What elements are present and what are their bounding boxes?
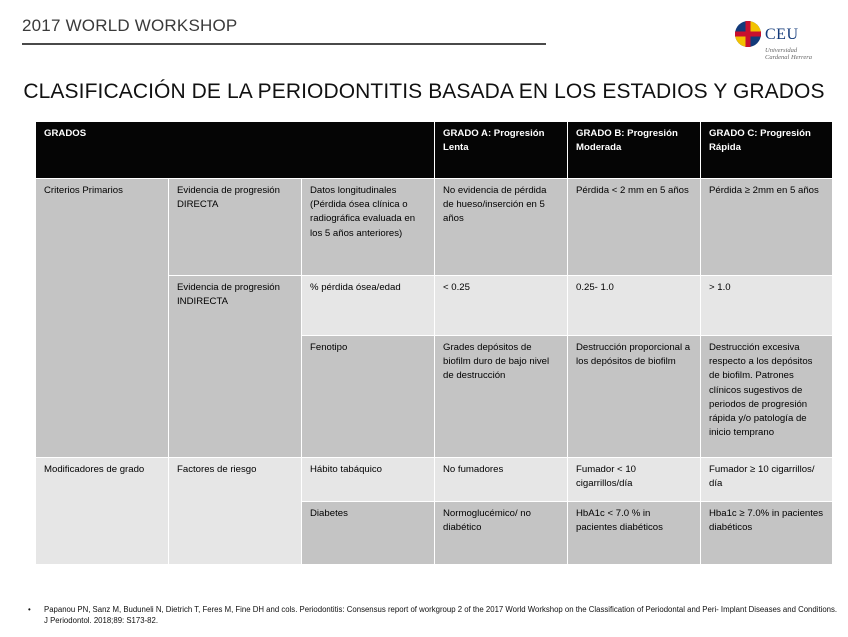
row5-grade-b: HbA1c < 7.0 % in pacientes diabéticos — [568, 502, 701, 565]
header-grados: GRADOS — [36, 122, 435, 179]
row2-grade-b: 0.25- 1.0 — [568, 276, 701, 336]
reference-footnote — [28, 605, 840, 626]
header-divider — [22, 43, 546, 45]
row5-measure: Diabetes — [302, 502, 435, 565]
row3-grade-b: Destrucción proporcional a los depósitos de biofilm — [568, 336, 701, 458]
table-row — [36, 179, 833, 276]
row4-grade-a: No fumadores — [435, 458, 568, 502]
factores-riesgo-cell: Factores de riesgo — [169, 458, 302, 565]
bullet-icon: • — [28, 605, 31, 614]
indirecta-cell: Evidencia de progresión INDIRECTA — [169, 276, 302, 458]
modificadores-cell: Modificadores de grado — [36, 458, 169, 565]
row1-grade-b: Pérdida < 2 mm en 5 años — [568, 179, 701, 276]
header-year: 2017 — [22, 16, 61, 35]
row2-grade-c: > 1.0 — [701, 276, 833, 336]
ceu-logo — [734, 20, 834, 70]
header-grade-c: GRADO C: Progresión Rápida — [701, 122, 833, 179]
row4-measure: Hábito tabáquico — [302, 458, 435, 502]
slide-title: CLASIFICACIÓN DE LA PERIODONTITIS BASADA EN LOS ESTADIOS Y GRADOS — [23, 80, 825, 103]
directa-cell: Evidencia de progresión DIRECTA — [169, 179, 302, 276]
row3-grade-c: Destrucción excesiva respecto a los depósitos de biofilm. Patrones clínicos sugestivos de periodos de progresión rápida y/o patología de inicio temprano — [701, 336, 833, 458]
row5-grade-c: Hba1c ≥ 7.0% in pacientes diabéticos — [701, 502, 833, 565]
reference-text: Papanou PN, Sanz M, Buduneli N, Dietrich T, Feres M, Fine DH and cols. Periodontitis: Consensus report of workgroup 2 of the 2017 World Workshop on the Classification of Periodontal and Peri- Implant Diseases and Conditions. J Periodontol. 2018;89: S173-82. — [44, 605, 838, 625]
row5-grade-a: Normoglucémico/ no diabético — [435, 502, 568, 565]
row1-grade-c: Pérdida ≥ 2mm en 5 años — [701, 179, 833, 276]
header-title — [22, 16, 237, 36]
table-header-row — [36, 122, 833, 179]
logo-subtitle-line2: Cardenal Herrera — [765, 54, 813, 61]
row1-measure: Datos longitudinales (Pérdida ósea clínica o radiográfica evaluada en los 5 años anteriores) — [302, 179, 435, 276]
header-title-text: WORLD WORKSHOP — [65, 16, 238, 35]
ceu-emblem-icon — [734, 20, 762, 48]
logo-subtitle-line1: Universidad — [765, 47, 798, 54]
header-grade-b: GRADO B: Progresión Moderada — [568, 122, 701, 179]
logo-subtitle — [765, 47, 835, 61]
row4-grade-b: Fumador < 10 cigarrillos/día — [568, 458, 701, 502]
row3-measure: Fenotipo — [302, 336, 435, 458]
row2-grade-a: < 0.25 — [435, 276, 568, 336]
periodontitis-grades-table — [35, 121, 833, 565]
row1-grade-a: No evidencia de pérdida de hueso/inserción en 5 años — [435, 179, 568, 276]
header-grade-a: GRADO A: Progresión Lenta — [435, 122, 568, 179]
row3-grade-a: Grades depósitos de biofilm duro de bajo nivel de destrucción — [435, 336, 568, 458]
logo-brand: CEU — [765, 26, 799, 43]
row2-measure: % pérdida ósea/edad — [302, 276, 435, 336]
row4-grade-c: Fumador ≥ 10 cigarrillos/ día — [701, 458, 833, 502]
criterios-primarios-cell: Criterios Primarios — [36, 179, 169, 458]
table-row — [36, 458, 833, 502]
